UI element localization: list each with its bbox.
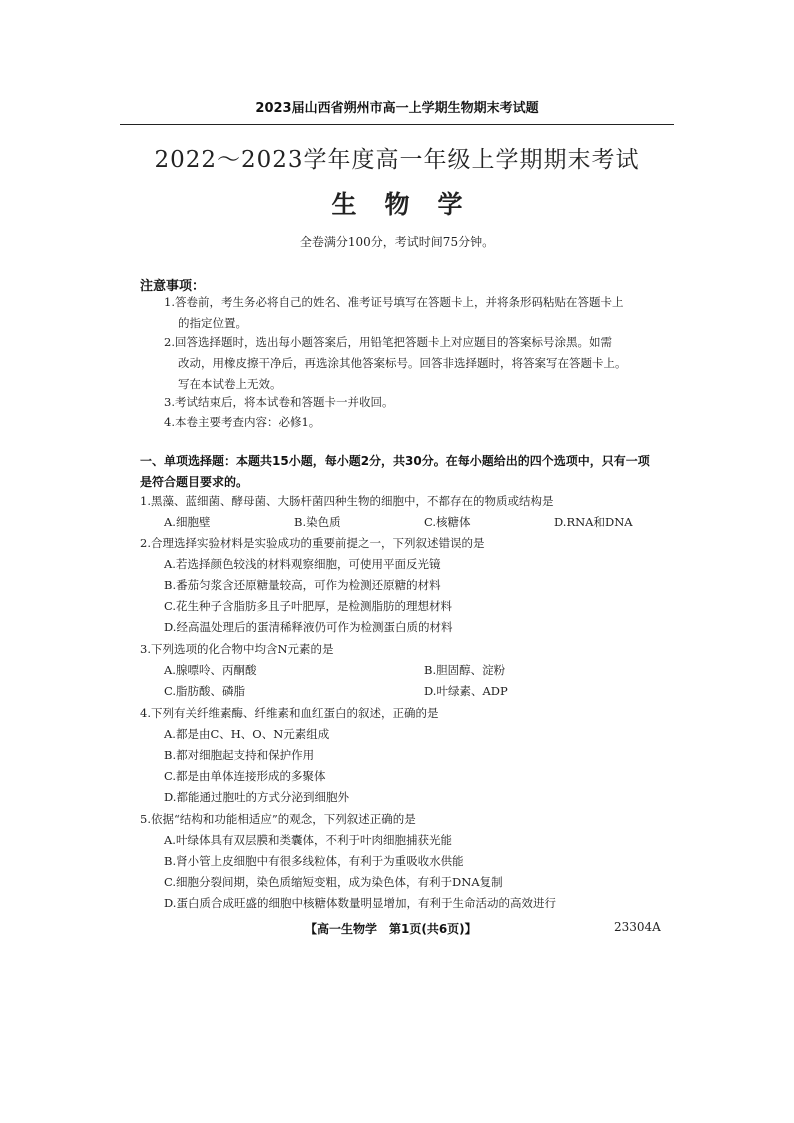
- note-item-1: [164, 292, 674, 334]
- question-4-stem: 4.下列有关纤维素酶、纤维素和血红蛋白的叙述，正确的是: [140, 706, 439, 720]
- question-5-option-d: D.蛋白质合成旺盛的细胞中核糖体数量明显增加，有利于生命活动的高效进行: [164, 896, 556, 910]
- note-line: 写在本试卷上无效。: [178, 377, 282, 391]
- note-item-3: [164, 392, 674, 413]
- question-2-option-a: A.若选择颜色较浅的材料观察细胞，可使用平面反光镜: [164, 557, 441, 571]
- question-1-option-a: A.细胞壁: [164, 515, 211, 529]
- page-header: 2023届山西省朔州市高一上学期生物期末考试题: [255, 101, 539, 116]
- page-footer: 【高一生物学 第1页(共6页)】: [305, 922, 477, 936]
- question-2-stem: 2.合理选择实验材料是实验成功的重要前提之一，下列叙述错误的是: [140, 536, 485, 550]
- subject-title: 生物学: [331, 190, 491, 219]
- question-5-option-b: B.肾小管上皮细胞中有很多线粒体，有利于为重吸收水供能: [164, 854, 464, 868]
- note-line: 4.本卷主要考查内容：必修1。: [164, 415, 321, 429]
- question-3-stem: 3.下列选项的化合物中均含N元素的是: [140, 642, 334, 656]
- question-4-option-b: B.都对细胞起支持和保护作用: [164, 748, 315, 762]
- section-heading-line: 一、单项选择题：本题共15小题，每小题2分，共30分。在每小题给出的四个选项中，只有一项: [140, 454, 650, 468]
- question-4-option-d: D.都能通过胞吐的方式分泌到细胞外: [164, 790, 349, 804]
- exam-meta: 全卷满分100分，考试时间75分钟。: [299, 235, 495, 249]
- question-2-option-b: B.番茄匀浆含还原糖量较高，可作为检测还原糖的材料: [164, 578, 441, 592]
- question-4-option-a: A.都是由C、H、O、N元素组成: [164, 727, 330, 741]
- question-4-option-c: C.都是由单体连接形成的多聚体: [164, 769, 326, 783]
- note-line: 2.回答选择题时，选出每小题答案后，用铅笔把答题卡上对应题目的答案标号涂黑。如需: [164, 335, 612, 349]
- question-1-option-c: C.核糖体: [424, 515, 471, 529]
- question-3-option-c: C.脂肪酸、磷脂: [164, 684, 246, 698]
- notes-heading: 注意事项：: [140, 279, 206, 294]
- note-line: 的指定位置。: [178, 316, 247, 330]
- question-5-stem: 5.依据“结构和功能相适应”的观念，下列叙述正确的是: [140, 812, 416, 826]
- question-3-option-d: D.叶绿素、ADP: [424, 684, 508, 698]
- note-line: 3.考试结束后，将本试卷和答题卡一并收回。: [164, 395, 394, 409]
- note-item-4: [164, 412, 674, 433]
- header-rule: [120, 124, 674, 125]
- note-line: 1.答卷前，考生务必将自己的姓名、准考证号填写在答题卡上，并将条形码粘贴在答题卡上: [164, 295, 624, 309]
- question-1-option-d: D.RNA和DNA: [554, 515, 633, 529]
- question-3-option-a: A.腺嘌呤、丙酮酸: [164, 663, 257, 677]
- question-2-option-c: C.花生种子含脂肪多且子叶肥厚，是检测脂肪的理想材料: [164, 599, 453, 613]
- question-5-option-c: C.细胞分裂间期，染色质缩短变粗，成为染色体，有利于DNA复制: [164, 875, 503, 889]
- question-1-option-b: B.染色质: [294, 515, 341, 529]
- question-5-option-a: A.叶绿体具有双层膜和类囊体，不利于叶肉细胞捕获光能: [164, 833, 452, 847]
- note-item-2: [164, 332, 674, 395]
- section-heading: [140, 451, 680, 493]
- question-1-stem: 1.黑藻、蓝细菌、酵母菌、大肠杆菌四种生物的细胞中，不都存在的物质或结构是: [140, 494, 554, 508]
- paper-code: 23304A: [614, 920, 661, 934]
- question-2-option-d: D.经高温处理后的蛋清稀释液仍可作为检测蛋白质的材料: [164, 620, 453, 634]
- section-heading-line: 是符合题目要求的。: [140, 475, 249, 489]
- exam-title: 2022～2023学年度高一年级上学期期末考试: [154, 147, 640, 173]
- question-3-option-b: B.胆固醇、淀粉: [424, 663, 506, 677]
- note-line: 改动，用橡皮擦干净后，再选涂其他答案标号。回答非选择题时，将答案写在答题卡上。: [178, 356, 627, 370]
